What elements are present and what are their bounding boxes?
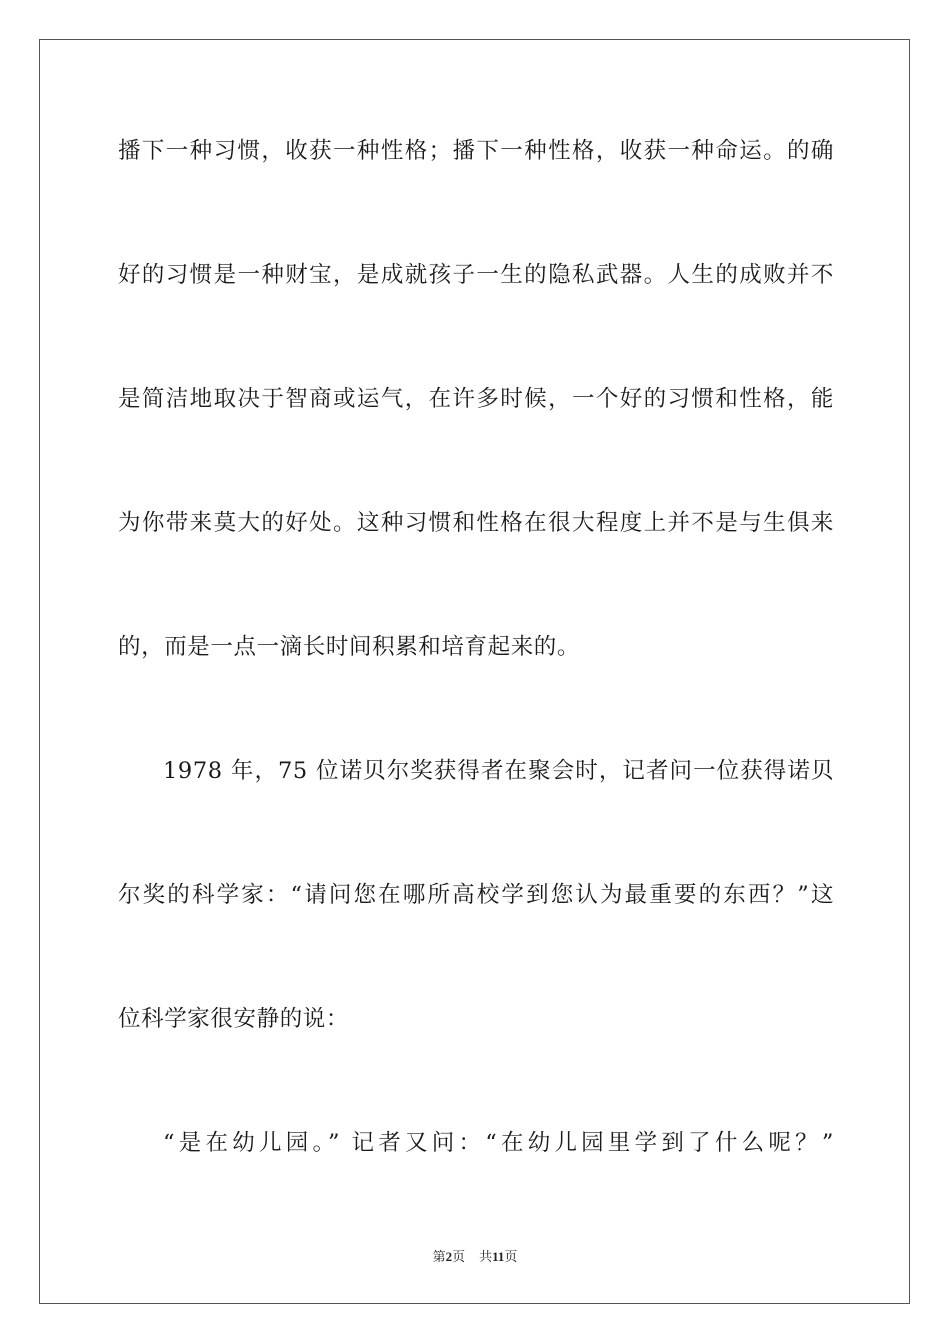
paragraph-line-7: 尔奖的科学家：“请问您在哪所高校学到您认为最重要的东西？”这 bbox=[118, 882, 834, 908]
paragraph-line-1: 播下一种习惯，收获一种性格；播下一种性格，收获一种命运。的确 bbox=[118, 138, 834, 164]
page-border bbox=[39, 39, 910, 1304]
page-suffix: 页 bbox=[452, 1249, 466, 1264]
page-number: 2 bbox=[445, 1249, 453, 1264]
paragraph-line-8: 位科学家很安静的说： bbox=[118, 1006, 350, 1032]
paragraph-line-3: 是简洁地取决于智商或运气，在许多时候，一个好的习惯和性格，能 bbox=[118, 386, 834, 412]
paragraph-line-9: “是在幼儿园。” 记者又问：“在幼儿园里学到了什么呢？” bbox=[163, 1130, 834, 1156]
page-prefix: 第 bbox=[432, 1249, 446, 1264]
paragraph-line-6: 1978 年，75 位诺贝尔奖获得者在聚会时，记者问一位获得诺贝 bbox=[163, 758, 834, 784]
paragraph-line-4: 为你带来莫大的好处。这种习惯和性格在很大程度上并不是与生俱来 bbox=[118, 510, 834, 536]
total-pages: 11 bbox=[492, 1249, 505, 1264]
page-footer bbox=[0, 1248, 950, 1266]
paragraph-line-2: 好的习惯是一种财宝，是成就孩子一生的隐私武器。人生的成败并不 bbox=[118, 262, 834, 288]
total-suffix: 页 bbox=[504, 1249, 518, 1264]
paragraph-line-5: 的，而是一点一滴长时间积累和培育起来的。 bbox=[118, 634, 581, 660]
total-prefix: 共 bbox=[479, 1249, 493, 1264]
